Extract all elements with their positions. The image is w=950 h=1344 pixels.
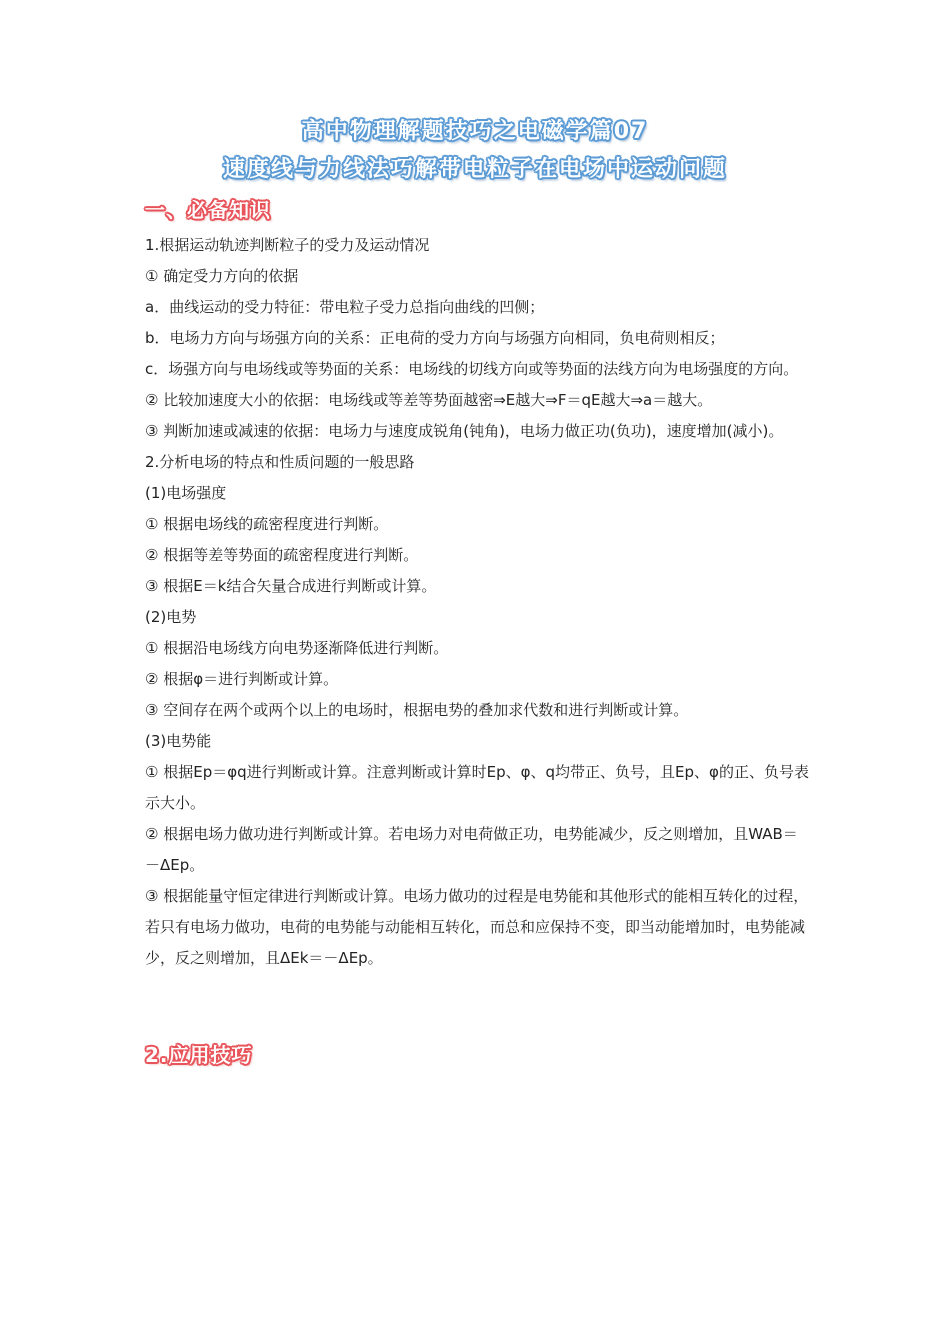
paragraph: ③ 根据能量守恒定律进行判断或计算。电场力做功的过程是电势能和其他形式的能相互转化的过程，若只有电场力做功，电荷的电势能与动能相互转化，而总和应保持不变，即当动能增加时，电势能减少，反之则增加，且ΔEk＝－ΔEp。 xyxy=(145,887,809,967)
section-heading-knowledge: 一、必备知识 xyxy=(145,198,271,222)
paragraph: a．曲线运动的受力特征：带电粒子受力总指向曲线的凹侧； xyxy=(145,298,545,316)
paragraph: ① 根据Ep＝φq进行判断或计算。注意判断或计算时Ep、φ、q均带正、负号，且Ep、φ的正、负号表示大小。 xyxy=(145,763,809,812)
paragraph: b．电场力方向与场强方向的关系：正电荷的受力方向与场强方向相同，负电荷则相反； xyxy=(145,329,725,347)
paragraph: (2)电势 xyxy=(145,608,197,626)
paragraph: ① 根据沿电场线方向电势逐渐降低进行判断。 xyxy=(145,639,449,657)
paragraph: ② 比较加速度大小的依据：电场线或等差等势面越密⇒E越大⇒F＝qE越大⇒a＝越大。 xyxy=(145,391,713,409)
paragraph: ③ 根据E＝k结合矢量合成进行判断或计算。 xyxy=(145,577,437,595)
paragraph: (3)电势能 xyxy=(145,732,212,750)
paragraph: ① 确定受力方向的依据 xyxy=(145,267,299,285)
document-body xyxy=(145,230,810,974)
paragraph: 2.分析电场的特点和性质问题的一般思路 xyxy=(145,453,415,471)
paragraph: (1)电场强度 xyxy=(145,484,227,502)
document-title: 高中物理解题技巧之电磁学篇07 xyxy=(301,119,649,144)
paragraph: ① 根据电场线的疏密程度进行判断。 xyxy=(145,515,389,533)
paragraph: ② 根据φ＝进行判断或计算。 xyxy=(145,670,339,688)
paragraph: ② 根据电场力做功进行判断或计算。若电场力对电荷做正功，电势能减少，反之则增加，且WAB＝－ΔEp。 xyxy=(145,825,798,874)
section-heading-techniques: 2.应用技巧 xyxy=(145,1043,253,1067)
paragraph: 1.根据运动轨迹判断粒子的受力及运动情况 xyxy=(145,236,430,254)
paragraph: ② 根据等差等势面的疏密程度进行判断。 xyxy=(145,546,419,564)
paragraph: ③ 判断加速或减速的依据：电场力与速度成锐角(钝角)，电场力做正功(负功)，速度增加(减小)。 xyxy=(145,422,784,440)
paragraph: ③ 空间存在两个或两个以上的电场时，根据电势的叠加求代数和进行判断或计算。 xyxy=(145,701,689,719)
paragraph: c．场强方向与电场线或等势面的关系：电场线的切线方向或等势面的法线方向为电场强度的方向。 xyxy=(145,360,799,378)
document-subtitle: 速度线与力线法巧解带电粒子在电场中运动问题 xyxy=(222,157,727,182)
